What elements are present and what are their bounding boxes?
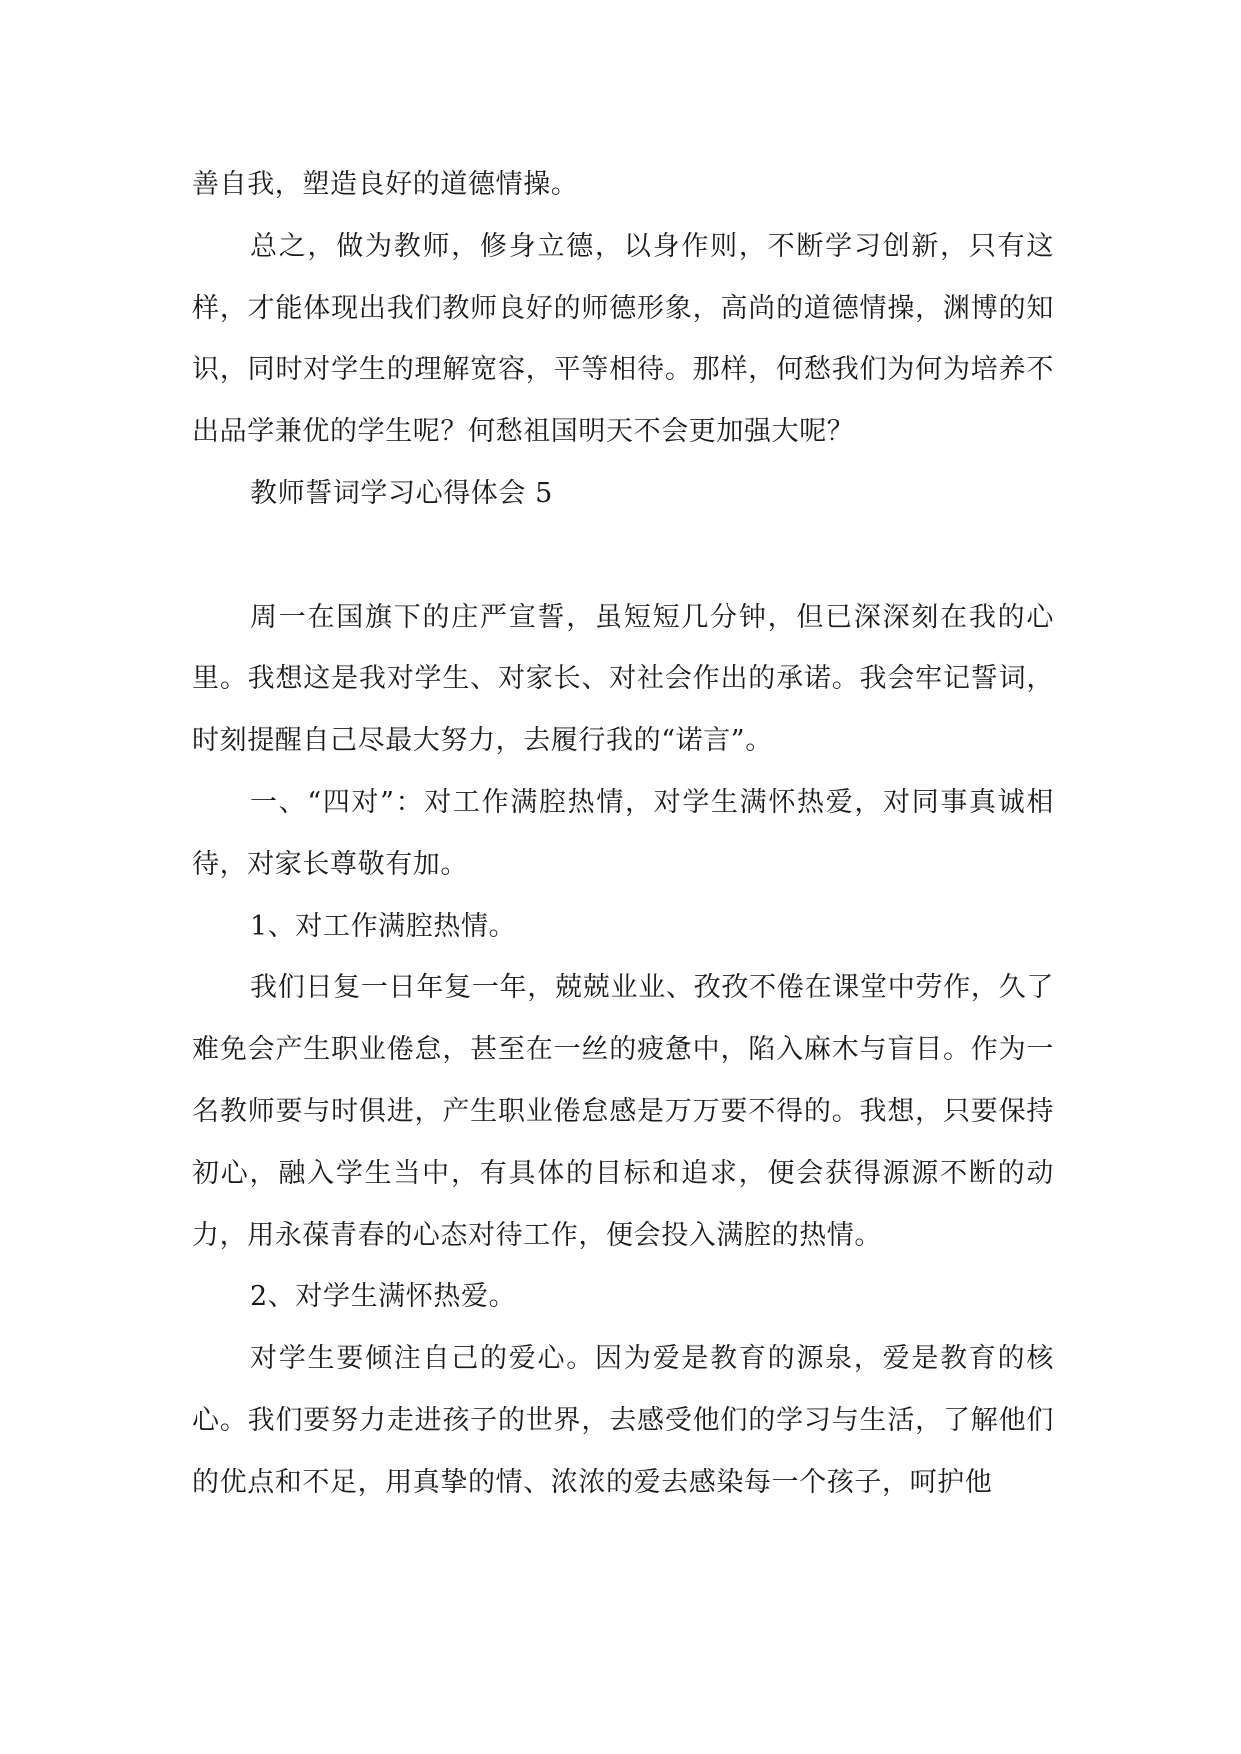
list-item-heading: 1、对工作满腔热情。 — [250, 910, 517, 942]
paragraph: 我们日复一日年复一年，兢兢业业、孜孜不倦在课堂中劳作，久了难免会产生职业倦怠，甚至在一丝的疲惫中，陷入麻木与盲目。作为一名教师要与时俱进，产生职业倦怠感是万万要不得的。我想，只要保持初心，融入学生当中，有具体的目标和追求，便会获得源源不断的动力，用永葆青春的心态对待工作，便会投入满腔的热情。 — [192, 972, 1054, 1251]
paragraph: 一、“四对”：对工作满腔热情，对学生满怀热爱，对同事真诚相待，对家长尊敬有加。 — [192, 786, 1054, 880]
document-body — [192, 154, 1054, 1514]
section-heading: 教师誓词学习心得体会 5 — [250, 477, 553, 509]
paragraph: 周一在国旗下的庄严宣誓，虽短短几分钟，但已深深刻在我的心里。我想这是我对学生、对家长、对社会作出的承诺。我会牢记誓词，时刻提醒自己尽最大努力，去履行我的“诺言”。 — [192, 601, 1054, 757]
list-item-heading: 2、对学生满怀热爱。 — [250, 1281, 517, 1313]
blank-line — [192, 525, 1054, 587]
paragraph: 总之，做为教师，修身立德，以身作则，不断学习创新，只有这样，才能体现出我们教师良好的师德形象，高尚的道德情操，渊博的知识，同时对学生的理解宽容，平等相待。那样，何愁我们为何为培养不出品学兼优的学生呢？何愁祖国明天不会更加强大呢？ — [192, 230, 1054, 448]
paragraph: 对学生要倾注自己的爱心。因为爱是教育的源泉，爱是教育的核心。我们要努力走进孩子的世界，去感受他们的学习与生活，了解他们的优点和不足，用真挚的情、浓浓的爱去感染每一个孩子，呵护他 — [192, 1343, 1054, 1498]
paragraph: 善自我，塑造良好的道德情操。 — [192, 169, 579, 200]
